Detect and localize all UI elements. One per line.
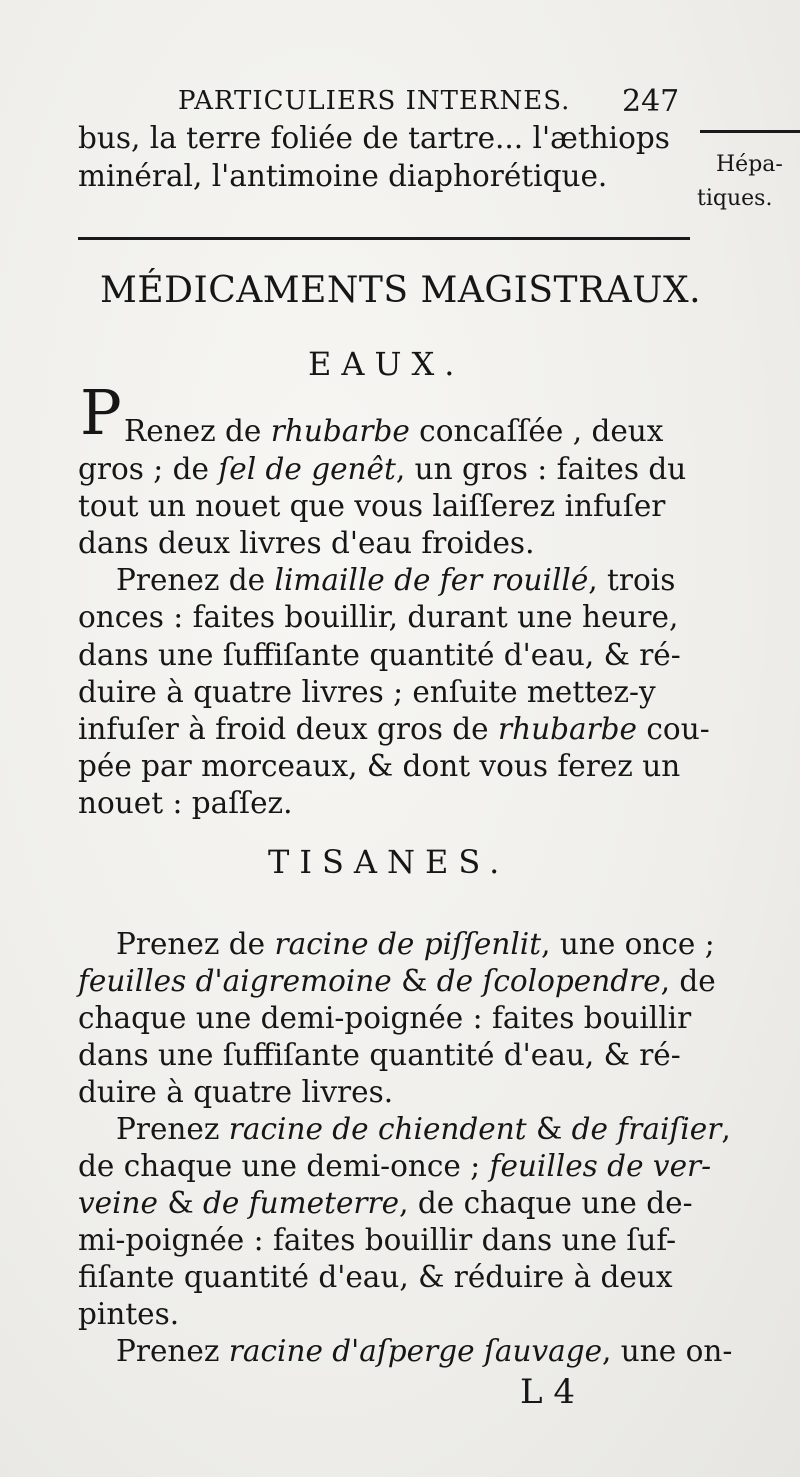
margin-rule <box>700 130 800 133</box>
recipe4-line-1: Prenez racine de chiendent & de fraiſier, <box>116 1112 731 1146</box>
continuation-line-2: minéral, l'antimoine diaphorétique. <box>78 159 608 193</box>
subsection-heading-tisanes: TISANES. <box>268 843 510 881</box>
margin-note-line-1: Hépa- <box>716 152 783 177</box>
section-divider <box>78 237 690 240</box>
recipe2-line-5: infuſer à froid deux gros de rhubarbe cou- <box>78 712 710 746</box>
recipe4-line-3: veine & de fumeterre, de chaque une de- <box>78 1186 693 1220</box>
recipe3-line-1: Prenez de racine de piſſenlit, une once ; <box>116 927 715 961</box>
recipe1-line-3: tout un nouet que vous laiſſerez infuſer <box>78 489 666 523</box>
recipe3-line-2: feuilles d'aigremoine & de ſcolopendre, de <box>78 964 716 998</box>
recipe2-line-2: onces : faites bouillir, durant une heure, <box>78 600 679 634</box>
subsection-heading-eaux: EAUX. <box>308 345 465 383</box>
recipe3-line-5: duire à quatre livres. <box>78 1075 394 1109</box>
recipe4-line-5: fiſante quantité d'eau, & réduire à deux <box>78 1260 673 1294</box>
continuation-line-1: bus, la terre foliée de tartre... l'æthiops <box>78 121 670 155</box>
recipe1-line-4: dans deux livres d'eau froides. <box>78 526 535 560</box>
recipe3-line-4: dans une ſuffiſante quantité d'eau, & ré- <box>78 1038 681 1072</box>
recipe2-line-7: nouet : paſſez. <box>78 786 293 820</box>
recipe2-line-4: duire à quatre livres ; enſuite mettez-y <box>78 675 656 709</box>
recipe4-line-4: mi-poignée : faites bouillir dans une ſuf- <box>78 1223 677 1257</box>
recipe3-line-3: chaque une demi-poignée : faites bouillir <box>78 1001 692 1035</box>
recipe5-line-1: Prenez racine d'aſperge ſauvage, une on- <box>116 1334 733 1368</box>
recipe2-line-1: Prenez de limaille de fer rouillé, trois <box>116 563 676 597</box>
recipe4-line-2: de chaque une demi-once ; feuilles de ver- <box>78 1149 712 1183</box>
recipe2-line-6: pée par morceaux, & dont vous ferez un <box>78 749 681 783</box>
recipe2-line-3: dans une ſuffiſante quantité d'eau, & ré- <box>78 638 681 672</box>
recipe1-line-2: gros ; de ſel de genêt, un gros : faites du <box>78 452 687 486</box>
section-title: MÉDICAMENTS MAGISTRAUX. <box>100 270 702 311</box>
catchword: L 4 <box>520 1372 576 1412</box>
recipe4-line-6: pintes. <box>78 1297 180 1331</box>
running-title: PARTICULIERS INTERNES. <box>178 86 571 116</box>
recipe1-line-1: Renez de rhubarbe concaſſée , deux <box>124 414 664 448</box>
drop-cap: P <box>80 376 122 449</box>
page-number: 247 <box>622 84 680 119</box>
margin-note-line-2: tiques. <box>697 186 773 211</box>
